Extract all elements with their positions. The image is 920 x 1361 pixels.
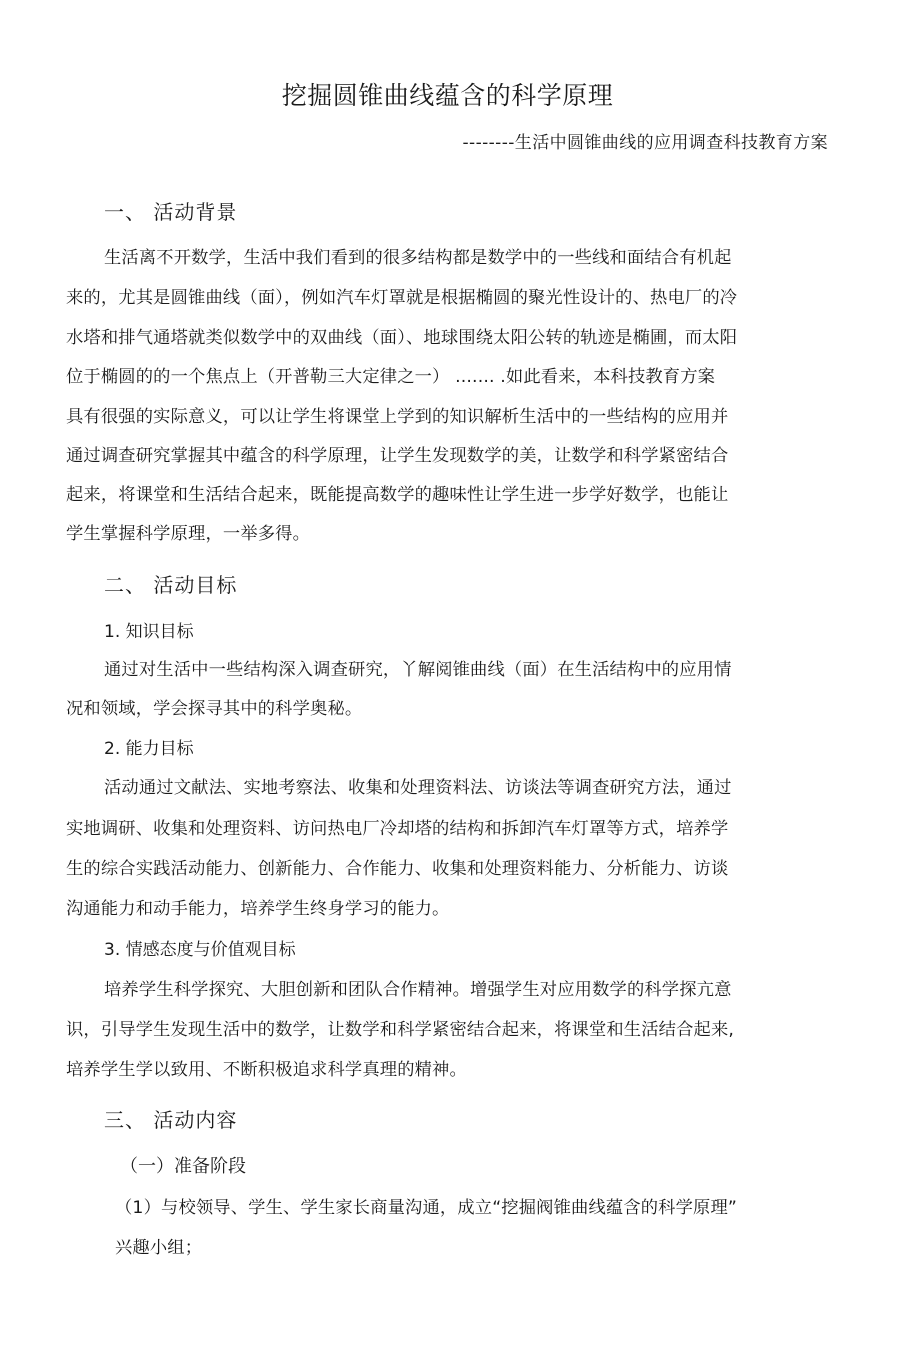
- paragraph-line: 识，引导学生发现生活中的数学，让数学和科学紧密结合起来，将课堂和生活结合起来,: [66, 1020, 735, 1040]
- paragraph-line: 通过对生活中一些结构深入调查研究，丫解阅锥曲线（面）在生活结构中的应用情: [104, 660, 732, 680]
- subsection-heading: 3. 情感态度与价值观目标: [104, 940, 296, 960]
- paragraph-line: 况和领域，学会探寻其中的科学奥秘。: [66, 699, 363, 719]
- paragraph-line: 实地调研、收集和处理资料、访问热电厂冷却塔的结构和拆卸汽车灯罩等方式，培养学: [66, 819, 729, 839]
- paragraph-line: 来的，尤其是圆锥曲线（面），例如汽车灯罩就是根据椭圆的聚光性设计的、热电厂的冷: [66, 288, 738, 308]
- section-heading-goals: 二、 活动目标: [104, 573, 238, 597]
- paragraph-line: 水塔和排气通塔就类似数学中的双曲线（面）、地球围绕太阳公转的轨迹是椭圃，而太阳: [66, 328, 738, 348]
- paragraph-line: （1）与校领导、学生、学生家长商量沟通，成立“挖掘阀锥曲线蕴含的科学原理”: [115, 1198, 738, 1218]
- document-title: 挖掘圆锥曲线蕴含的科学原理: [281, 81, 614, 110]
- subsection-heading: 1. 知识目标: [104, 622, 194, 642]
- paragraph-line: 学生掌握科学原理，一举多得。: [66, 524, 311, 544]
- section-heading-content: 三、 活动内容: [104, 1108, 238, 1132]
- paragraph-line: 具有很强的实际意义，可以让学生将课堂上学到的知识解析生活中的一些结构的应用并: [66, 407, 729, 427]
- paragraph-line: 生活离不开数学，生活中我们看到的很多结构都是数学中的一些线和面结合有机起: [104, 248, 732, 268]
- document-subtitle: --------生活中圆锥曲线的应用调查科技教育方案: [462, 133, 828, 153]
- subsection-heading: 2. 能力目标: [104, 739, 194, 759]
- paragraph-line: 生的综合实践活动能力、创新能力、合作能力、收集和处理资料能力、分析能力、访谈: [66, 859, 729, 879]
- paragraph-line: 培养学生学以致用、不断积极追求科学真理的精神。: [66, 1060, 467, 1080]
- paragraph-line: 通过调查研究掌握其中蕴含的科学原理，让学生发现数学的美，让数学和科学紧密结合: [66, 446, 729, 466]
- paragraph-line: 起来，将课堂和生活结合起来，既能提高数学的趣味性让学生进一步学好数学，也能让: [66, 485, 729, 505]
- subsection-heading: （一）准备阶段: [120, 1156, 246, 1177]
- paragraph-line: 培养学生科学探究、大胆创新和团队合作精神。增强学生对应用数学的科学探亢意: [104, 980, 732, 1000]
- paragraph-line: 活动通过文献法、实地考察法、收集和处理资料法、访谈法等调查研究方法，通过: [104, 778, 732, 798]
- paragraph-line: 兴趣小组；: [115, 1238, 203, 1258]
- paragraph-line: 位于椭圆的的一个焦点上（开普勒三大定律之一） ....... .如此看来，本科技教育方案: [66, 367, 716, 387]
- paragraph-line: 沟通能力和动手能力，培养学生终身学习的能力。: [66, 899, 450, 919]
- section-heading-background: 一、 活动背景: [104, 200, 238, 224]
